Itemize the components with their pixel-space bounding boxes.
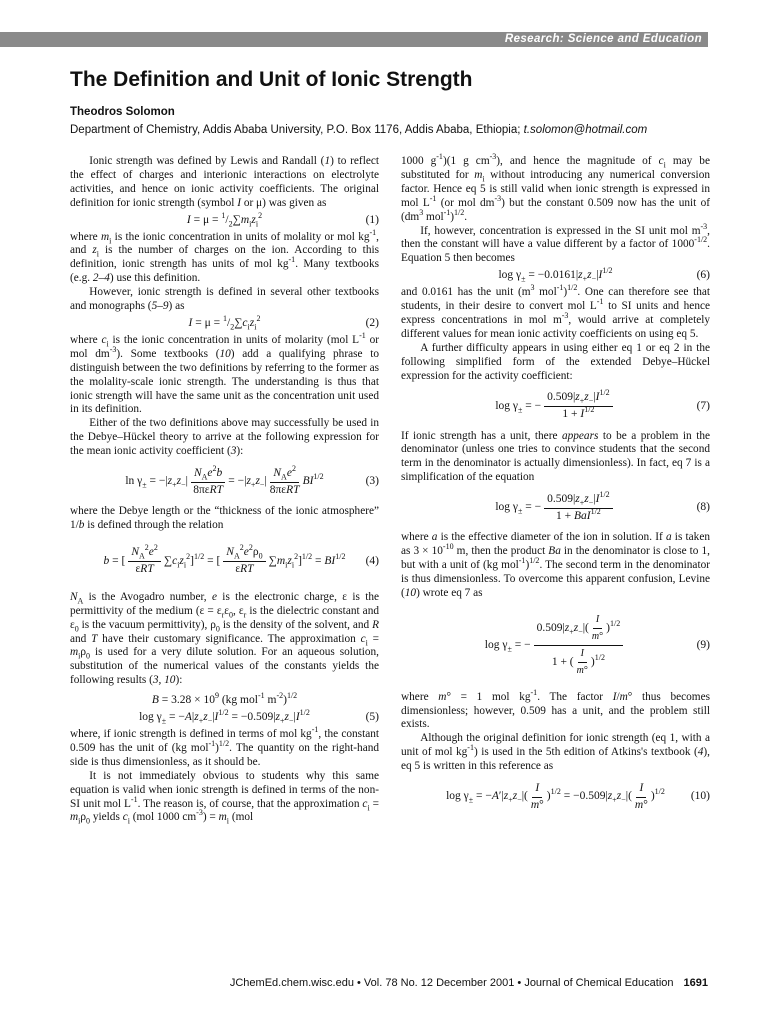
paragraph: It is not immediately obvious to students why this same equation is valid when ionic strength is defined in terms of the non-SI unit mol $L^{-1}$. The reason is, of course, that the approximation $c_i = m_i\rho_0$ yields $c_i$ (mol 1000 $cm^{-3}) = m_i$ (mol <box>70 769 379 826</box>
equation-number: (3) <box>365 475 379 488</box>
left-column <box>70 155 379 825</box>
article-title: The Definition and Unit of Ionic Strength <box>70 68 473 91</box>
equation-number: (2) <box>365 316 379 329</box>
paragraph: where $m_i$ is the ionic concentration in units of molality or mol $kg^{-1}$, and $z_i$ is the number of charges on the ion. According to this definition, ionic strength has units of mol $kg^{-1}$. Many textbooks (e.g. 2–4) use this definition. <box>70 227 380 285</box>
paragraph: where $c_i$ is the ionic concentration in units of molarity (mol $L^{-1}$ or mol $dm^{-3}$). Some textbooks (10) add a qualifying phrase to distinguish between the two definitions by referring to the former as the molality-scale ionic strength. The understanding is thus that ionic strength will have the same unit as the concentration unit used in its definition. <box>70 331 379 416</box>
paragraph: $N_A$ is the Avogadro number, e is the electronic charge, ε is the permittivity of the medium ($\varepsilon = \varepsilon_r\varepsilon_0$, $\varepsilon_r$ is the dielectric constant and $\varepsilon_0$ is the vacuum permittivity), $\rho_0$ is the density of the solvent, and R and T have their customary significance. The approximation $c_i = m_i\rho_0$ is used for a very dilute solution. For an aqueous solution, substitution of the numerical values of the constants yields the following results (3, 10): <box>70 590 379 687</box>
equation-number: (9) <box>696 638 710 651</box>
equation-4: b = [ $\frac{N_A^2e^2}{\text{εRT}}$ $\sum c_iz_i^2]^{1/2}$ = [ $\frac{N_A^2e^2\rho_0}{\text{εRT}}$ $\sum m_iz_i^2]^{1/2} = BI^{1/2}$ (4) <box>103 543 379 576</box>
journal-citation: JChemEd.chem.wisc.edu • Vol. 78 No. 12 December 2001 • Journal of Chemical Education <box>229 977 674 989</box>
equation-number: (10) <box>690 790 710 803</box>
equation-number: (5) <box>365 711 379 724</box>
paragraph: If ionic strength has a unit, there appears to be a problem in the denominator (unless one tries to convince students that the second term in the denominator is actually dimensionless). In fact, eq 7 is a simplification of the equation <box>401 429 710 484</box>
section-banner <box>0 32 708 47</box>
equation-8: $\log \gamma_\pm$ = − $\frac{0.509|z_+z_-|I^{1/2}}{1 + BaI^{1/2}}$ (8) <box>495 489 710 522</box>
equation-2: $I = \mu = ^1/_2\sum c_iz_i^2$ (2) <box>188 314 379 332</box>
author-email: t.solomon@hotmail.com <box>523 124 648 136</box>
equation-3: $\ln \gamma_\pm = -|z_+z_-|$ $\frac{N_Ae^2b}{\text{8πεRT}}$ = $-|z_+z_-|$ $\frac{N_Ae^2}{\text{8πεRT}}$ $BI^{1/2}$ (3) <box>125 463 379 496</box>
paragraph: where a is the effective diameter of the ion in solution. If a is taken as $3 \times 10^{-10}$ m, then the product Ba in the denominator is close to 1, but with a unit of (kg mol$^{-1}$)$^{1/2}$. The second term in the denominator is thus dimensionless. To overcome this apparent confusion, Levine (10) wrote eq 7 as <box>401 531 710 599</box>
equation-number: (8) <box>696 501 710 514</box>
paragraph: Ionic strength was defined by Lewis and Randall (1) to reflect the effect of charges and interionic interactions on electrolyte activities, and hence on ionic activity coefficients. The original definition for ionic strength (symbol I or μ) was given as <box>70 155 380 209</box>
page-number: 1691 <box>683 977 708 989</box>
paragraph: A further difficulty appears in using either eq 1 or eq 2 in the following simplified form of the extended Debye–Hückel expression for the activity coefficient: <box>401 341 710 382</box>
paragraph: and 0.0161 has the unit ($m^3$ mol$^{-1}$)$^{1/2}$. One can therefore see that students, in their desire to convert mol $L^{-1}$ to SI units and hence express concentrations in mol $m^{-3}$, would arrive at completely different values for mean ionic activity coefficients on using eq 5. <box>401 283 711 340</box>
equation-7: $\log \gamma_\pm$ = − $\frac{0.509|z_+z_-|I^{1/2}}{1 + I^{1/2}}$ (7) <box>495 388 710 420</box>
author-affiliation <box>70 124 647 136</box>
paragraph: where, if ionic strength is defined in terms of mol $kg^{-1}$, the constant 0.509 has the unit of (kg mol$^{-1}$)$^{1/2}$. The quantity on the right-hand side is thus dimensionless, as it should be. <box>70 725 380 768</box>
equation-5: $\log \gamma_\pm = -A|z_+z_-|I^{1/2} = -0.509|z_+z_-|I^{1/2}$ (5) <box>139 708 379 726</box>
equation-1: $I = \mu = ^1/_2\sum m_iz_i^2$ (1) <box>186 210 379 228</box>
equation-number: (4) <box>365 554 379 567</box>
equation-number: (7) <box>696 399 710 412</box>
paragraph: where the Debye length or the “thickness of the ionic atmosphere” 1/b is defined through the relation <box>70 505 379 531</box>
equation-10: $\log \gamma_\pm = -A'|z_+z_-|$( $\frac{I}{m^\circ}$ )$^{1/2} = -0.509|z_+z_-|$( $\frac{I}{m^\circ}$ )$^{1/2}$ (10) <box>446 781 710 811</box>
equation-5a: $B = 3.28 \times 10^9$ (kg mol$^{-1}$ $m^{-2})^{1/2}$ <box>151 691 298 707</box>
paragraph: If, however, concentration is expressed in the SI unit mol $m^{-3}$, then the constant will have a value different by a factor of $1000^{-1/2}$. Equation 5 then becomes <box>401 221 710 265</box>
author-name: Theodros Solomon <box>70 106 175 118</box>
page-footer <box>0 977 708 989</box>
equation-6: $\log \gamma_\pm = -0.0161|z_+z_-|I^{1/2}$ (6) <box>498 266 710 284</box>
paragraph: 1000 $g^{-1})(1$ g $cm^{-3}$), and hence the magnitude of $c_i$ may be substituted for $m_i$ without introducing any numerical conversion factor. Hence eq 5 is still valid when ionic strength is expressed in mol $L^{-1}$ (or mol $dm^{-3}$) but the constant 0.509 now has the unit of ($dm^3$ mol$^{-1}$)$^{1/2}$. <box>401 152 710 223</box>
equation-number: (1) <box>365 213 379 226</box>
paragraph: However, ionic strength is defined in several other textbooks and monographs (5–9) as <box>70 286 379 313</box>
paragraph: Either of the two definitions above may successfully be used in the Debye–Hückel theory to arrive at the following expression for the mean ionic activity coefficient (3): <box>70 417 379 458</box>
equation-9: $\log \gamma_\pm$ = − $0.509|z_+z_-|$( $\frac{I}{m^\circ}$ )$^{1/2}$ 1 + ( $\frac{I}{m^\circ}$ )$^{1/2}$ (9) <box>484 614 710 677</box>
equation-number: (6) <box>696 269 710 282</box>
right-column <box>401 152 711 820</box>
section-label: Research: Science and Education <box>504 33 702 45</box>
affiliation-text: Department of Chemistry, Addis Ababa University, P.O. Box 1176, Addis Ababa, Ethiopia; <box>70 124 521 136</box>
paragraph: where m° = 1 mol $kg^{-1}$. The factor I/m° thus becomes dimensionless; however, 0.509 has a unit, and the problem still exists. <box>401 687 710 731</box>
paragraph: Although the original definition for ionic strength (eq 1, with a unit of mol $kg^{-1}$) is used in the 5th edition of Atkins's textbook (4), eq 5 is written in this reference as <box>401 732 710 773</box>
